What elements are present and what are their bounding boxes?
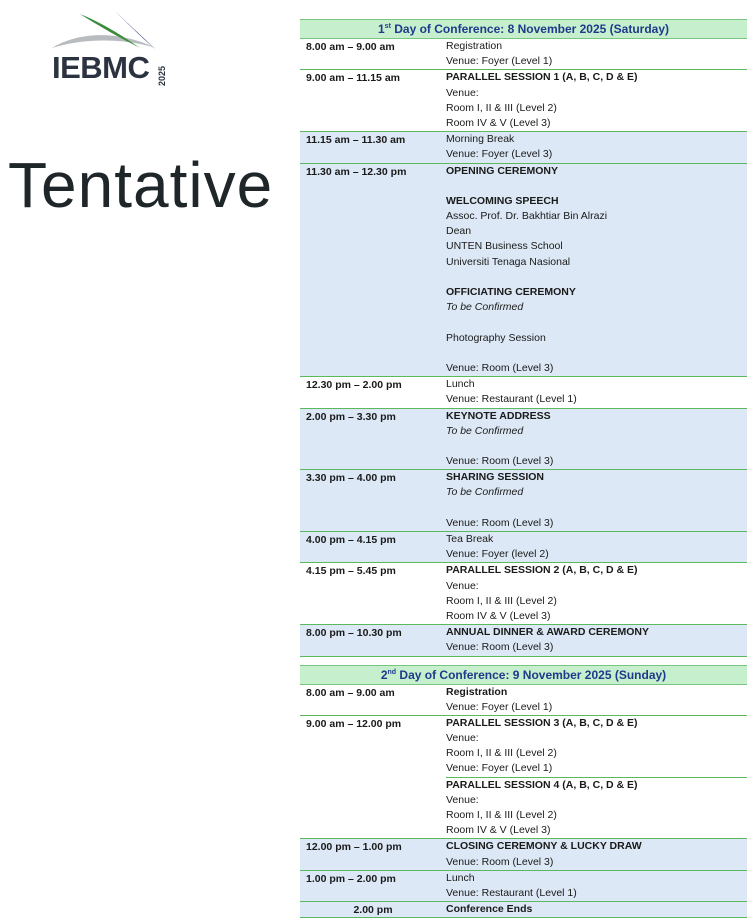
detail-line: PARALLEL SESSION 3 (A, B, C, D & E): [446, 716, 638, 729]
detail-line: Venue: Foyer (level 2): [446, 548, 549, 561]
detail-line: [446, 270, 747, 285]
time-slot: 4.00 pm – 4.15 pm: [306, 534, 396, 546]
session-detail: [446, 39, 747, 69]
detail-line: Morning Break: [446, 133, 515, 146]
detail-line: CLOSING CEREMONY & LUCKY DRAW: [446, 840, 642, 853]
day-gap: [300, 657, 747, 665]
logo-year: 2025: [157, 65, 167, 86]
schedule-row: [300, 532, 747, 563]
detail-line: PARALLEL SESSION 2 (A, B, C, D & E): [446, 564, 638, 577]
detail-line: Room I, II & III (Level 2): [446, 101, 557, 114]
session-detail: [446, 70, 747, 131]
detail-line: Lunch: [446, 378, 475, 391]
time-slot: 9.00 am – 11.15 am: [306, 72, 400, 85]
detail-line: Photography Session: [446, 331, 546, 344]
time-slot: 12.30 pm – 2.00 pm: [306, 379, 402, 392]
detail-line: WELCOMING SPEECH: [446, 194, 559, 207]
detail-line: To be Confirmed: [446, 301, 524, 314]
schedule-row: [300, 902, 747, 918]
detail-line: OFFICIATING CEREMONY: [446, 286, 576, 298]
detail-line: To be Confirmed: [446, 424, 524, 437]
detail-line: Venue: Foyer (Level 1): [446, 55, 553, 68]
detail-line: PARALLEL SESSION 1 (A, B, C, D & E): [446, 71, 638, 84]
session-detail: [446, 532, 747, 562]
detail-line: Venue: Restaurant (Level 1): [446, 886, 577, 899]
page-title: Tentative: [8, 149, 274, 221]
sub-session: [446, 777, 747, 839]
session-detail: [446, 132, 747, 162]
detail-line: Venue: Room (Level 3): [446, 641, 554, 654]
day-header: 1st Day of Conference: 8 November 2025 (Saturday): [300, 19, 747, 39]
detail-line: Venue: Foyer (Level 1): [446, 700, 553, 713]
detail-line: Venue: Room (Level 3): [446, 855, 554, 868]
time-slot: 2.00 pm – 3.30 pm: [306, 410, 396, 423]
detail-line: Tea Break: [446, 533, 494, 545]
detail-line: Venue: Restaurant (Level 1): [446, 393, 577, 406]
detail-line: Room IV & V (Level 3): [446, 609, 551, 622]
detail-line: Registration: [446, 40, 503, 52]
session-detail: [446, 625, 747, 655]
schedule-row: [300, 625, 747, 656]
time-slot: 1.00 pm – 2.00 pm: [306, 872, 396, 885]
detail-line: Assoc. Prof. Dr. Bakhtiar Bin Alrazi: [446, 210, 608, 223]
detail-line: [446, 439, 747, 454]
detail-line: Venue:: [446, 793, 479, 806]
session-detail: [446, 470, 747, 531]
session-detail: [446, 839, 747, 869]
session-detail: [446, 685, 747, 715]
session-detail: [446, 871, 747, 901]
schedule-row: [300, 685, 747, 716]
logo-wordmark: IEBMC: [52, 50, 150, 85]
schedule-row: [300, 716, 747, 840]
session-detail: [446, 902, 747, 917]
detail-line: ANNUAL DINNER & AWARD CEREMONY: [446, 626, 650, 639]
schedule-row: [300, 377, 747, 408]
time-slot: 11.30 am – 12.30 pm: [306, 165, 407, 178]
detail-line: [446, 315, 747, 330]
detail-line: Lunch: [446, 871, 475, 884]
detail-line: [446, 346, 747, 361]
time-slot: 8.00 am – 9.00 am: [306, 686, 395, 699]
detail-line: Registration: [446, 685, 508, 698]
session-detail: [446, 164, 747, 377]
detail-line: Venue: Room (Level 3): [446, 361, 554, 374]
detail-line: Venue:: [446, 579, 479, 592]
detail-line: Room I, II & III (Level 2): [446, 594, 557, 607]
ordinal-suffix: st: [384, 23, 391, 30]
detail-line: Dean: [446, 225, 472, 238]
detail-line: Room I, II & III (Level 2): [446, 809, 557, 821]
schedule-row: [300, 839, 747, 870]
detail-line: [446, 179, 747, 194]
time-slot: 4.15 pm – 5.45 pm: [306, 565, 396, 578]
detail-line: [446, 501, 747, 516]
detail-line: Venue:: [446, 732, 479, 745]
detail-line: Room IV & V (Level 3): [446, 824, 551, 837]
time-slot: 2.00 pm: [353, 904, 393, 917]
detail-line: Venue: Room (Level 3): [446, 455, 554, 468]
detail-line: Venue: Foyer (Level 1): [446, 762, 553, 775]
detail-line: Venue: Foyer (Level 3): [446, 148, 553, 161]
detail-line: To be Confirmed: [446, 486, 524, 499]
time-slot: 11.15 am – 11.30 am: [306, 134, 406, 147]
schedule-row: [300, 871, 747, 902]
detail-line: OPENING CEREMONY: [446, 164, 559, 177]
time-slot: 8.00 pm – 10.30 pm: [306, 627, 402, 640]
schedule-row: [300, 132, 747, 163]
detail-line: Venue:: [446, 86, 479, 99]
detail-line: Universiti Tenaga Nasional: [446, 255, 571, 268]
schedule-row: [300, 563, 747, 625]
schedule-row: [300, 39, 747, 70]
time-slot: 3.30 pm – 4.00 pm: [306, 472, 396, 485]
schedule-row: [300, 70, 747, 132]
detail-line: Room IV & V (Level 3): [446, 116, 551, 129]
detail-line: Conference Ends: [446, 903, 533, 916]
schedule-row: [300, 470, 747, 532]
session-detail: [446, 716, 747, 839]
detail-line: Venue: Room (Level 3): [446, 516, 554, 529]
ordinal-suffix: nd: [387, 668, 397, 676]
detail-line: SHARING SESSION: [446, 471, 545, 484]
detail-line: KEYNOTE ADDRESS: [446, 409, 551, 422]
time-slot: 12.00 pm – 1.00 pm: [306, 841, 402, 854]
session-detail: [446, 377, 747, 407]
schedule-row: [300, 164, 747, 378]
session-detail: [446, 409, 747, 470]
session-detail: [446, 563, 747, 624]
detail-line: PARALLEL SESSION 4 (A, B, C, D & E): [446, 778, 638, 791]
detail-line: UNTEN Business School: [446, 240, 563, 253]
schedule-row: [300, 409, 747, 471]
day-header: 2nd Day of Conference: 9 November 2025 (Sunday): [300, 665, 747, 685]
conference-schedule: [300, 19, 747, 918]
detail-line: Room I, II & III (Level 2): [446, 747, 557, 760]
iebmc-logo: [44, 4, 174, 84]
time-slot: 9.00 am – 12.00 pm: [306, 717, 402, 730]
time-slot: 8.00 am – 9.00 am: [306, 41, 395, 53]
